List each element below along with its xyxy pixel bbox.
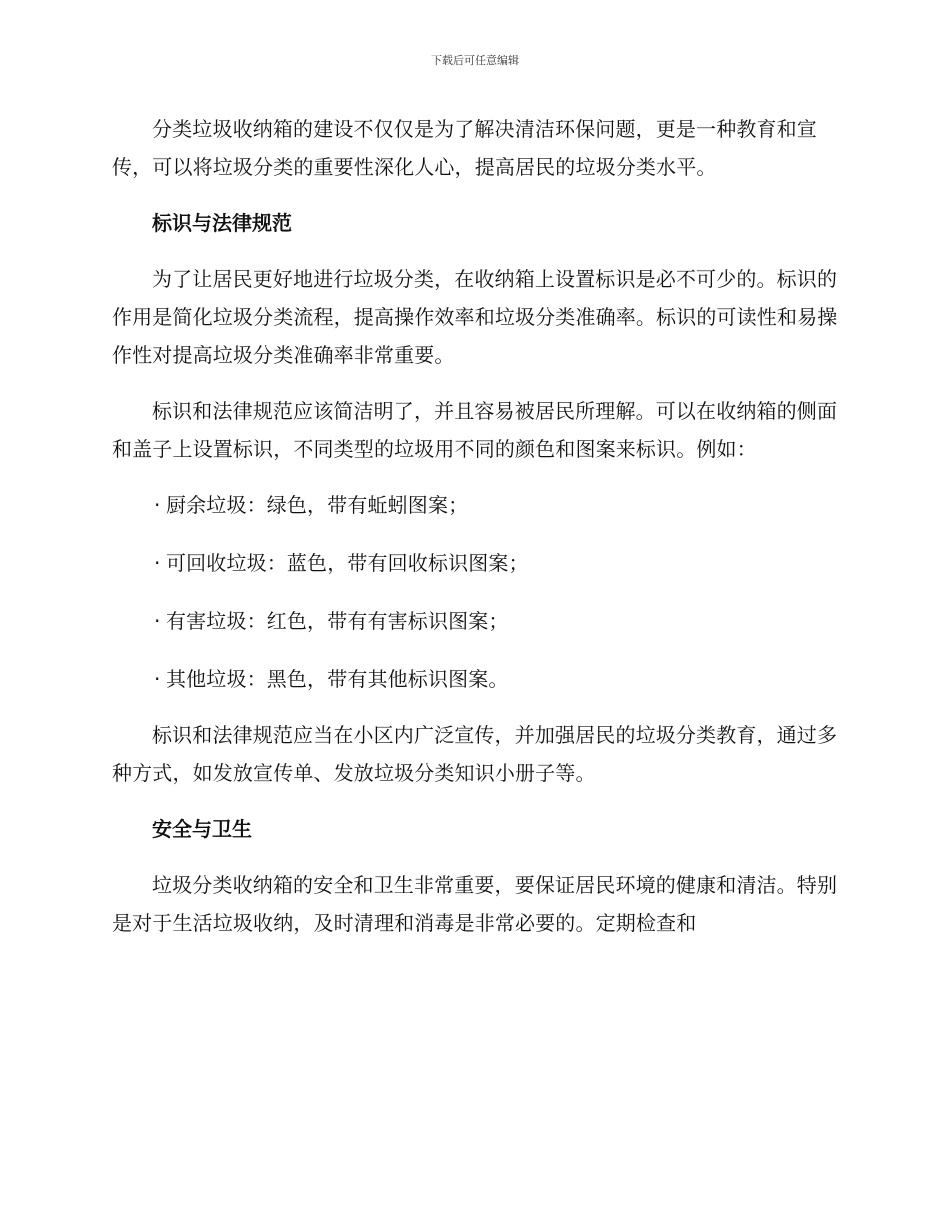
paragraph-gap [112,792,840,810]
list-gap [112,582,840,602]
paragraph-label-guidelines: 标识和法律规范应该简洁明了，并且容易被居民所理解。可以在收纳箱的侧面和盖子上设置标识，不同类型的垃圾用不同的颜色和图案来标识。例如： [112,399,838,461]
document-body [112,110,840,942]
bullet-mark: · [154,667,161,691]
paragraph-gap [112,848,840,866]
paragraph-label-purpose: 为了让居民更好地进行垃圾分类，在收纳箱上设置标识是必不可少的。标识的作用是简化垃圾分类流程，提高操作效率和垃圾分类准确率。标识的可读性和易操作性对提高垃圾分类准确率非常重要。 [112,267,838,367]
list-item-text: 其他垃圾：黑色，带有其他标识图案。 [166,667,509,691]
list-item-text: 有害垃圾：红色，带有有害标识图案； [166,609,509,633]
section-heading-labels-and-regulations: 标识与法律规范 [152,211,292,235]
list-gap [112,524,840,544]
list-item-other-waste [112,660,840,698]
list-item-recyclable-waste [112,544,840,582]
paragraph-safety-hygiene: 垃圾分类收纳箱的安全和卫生非常重要，要保证居民环境的健康和清洁。特别是对于生活垃圾收纳，及时清理和消毒是非常必要的。定期检查和 [112,873,838,935]
list-item-hazardous-waste [112,602,840,640]
bullet-mark: · [154,493,161,517]
page-header-text: 下载后可任意编辑 [431,54,519,67]
paragraph-gap [112,374,840,392]
paragraph-intro: 分类垃圾收纳箱的建设不仅仅是为了解决清洁环保问题，更是一种教育和宣传，可以将垃圾分类的重要性深化人心，提高居民的垃圾分类水平。 [112,117,817,179]
paragraph-gap [112,698,840,716]
list-item-kitchen-waste [112,486,840,524]
list-item-text: 厨余垃圾：绿色，带有蚯蚓图案； [166,493,469,517]
paragraph-gap [112,242,840,260]
paragraph-promotion: 标识和法律规范应当在小区内广泛宣传，并加强居民的垃圾分类教育，通过多种方式，如发放宣传单、发放垃圾分类知识小册子等。 [112,723,838,785]
section-heading-safety-and-hygiene: 安全与卫生 [152,817,252,841]
paragraph-gap [112,186,840,204]
bullet-mark: · [154,609,161,633]
list-item-text: 可回收垃圾：蓝色，带有回收标识图案； [166,551,529,575]
paragraph-gap [112,468,840,486]
bullet-mark: · [154,551,161,575]
list-gap [112,640,840,660]
